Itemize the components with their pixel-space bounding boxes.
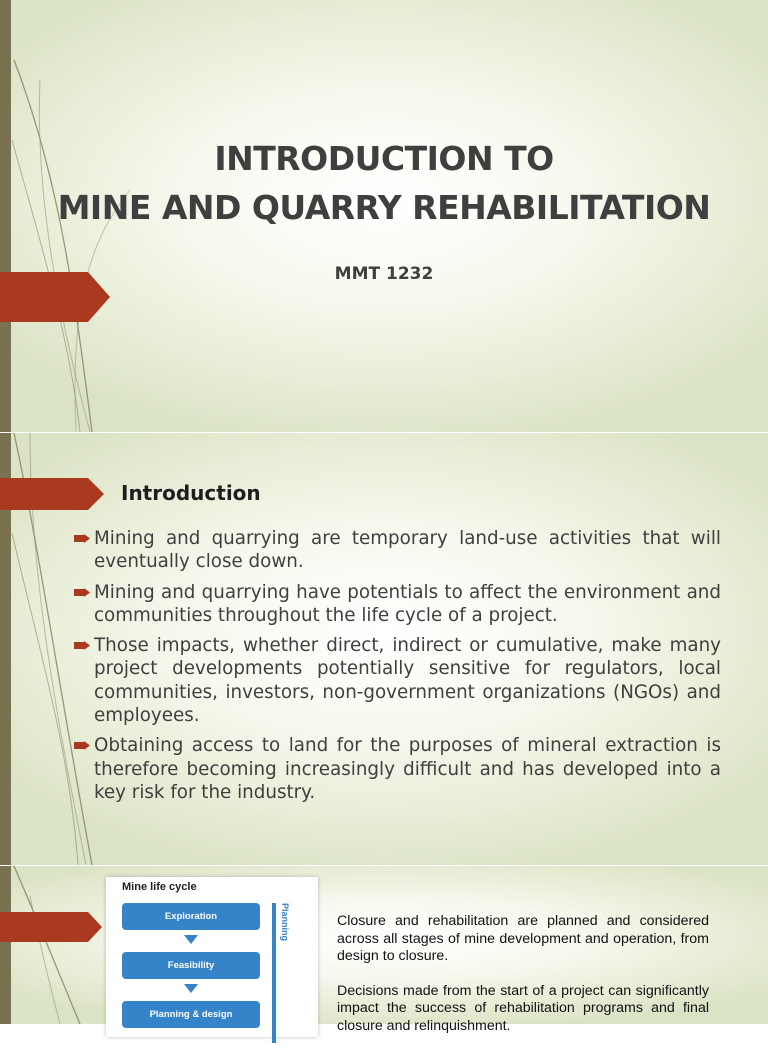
title-slide: [0, 0, 768, 432]
bullet-text: Those impacts, whether direct, indirect or cumulative, make many project developments potentially sensitive for regulators, local communities, investors, non-government organizations (NGOs) and employees.: [94, 635, 721, 727]
slide-title: Introduction: [121, 481, 261, 505]
bullet-text: Obtaining access to land for the purposes of mineral extraction is therefore becoming increasingly difficult and has developed into a key risk for the industry.: [94, 735, 721, 803]
accent-arrow: [0, 478, 104, 510]
course-code: MMT 1232: [334, 264, 434, 284]
bullet-item: [72, 634, 721, 727]
bullet-item: [72, 734, 721, 804]
slide-body-text: [337, 913, 709, 1052]
diagram-title: Mine life cycle: [122, 881, 197, 893]
arrow-bullet-icon: [74, 588, 90, 597]
planning-bracket: [272, 903, 276, 1043]
stage-exploration: Exploration: [122, 903, 260, 930]
bullet-item: [72, 527, 721, 574]
decorative-swirl: [0, 866, 110, 1024]
accent-arrow: [0, 912, 102, 942]
down-arrow-icon: [184, 935, 198, 944]
bullet-text: Mining and quarrying are temporary land-use activities that will eventually close down.: [94, 528, 721, 573]
introduction-slide: [0, 433, 768, 865]
arrow-bullet-icon: [74, 534, 90, 543]
bullet-list: [72, 527, 721, 811]
bullet-text: Mining and quarrying have potentials to affect the environment and communities throughout the life cycle of a project.: [94, 581, 721, 626]
title-line-2: MINE AND QUARRY REHABILITATION: [57, 188, 711, 227]
planning-label: Planning: [280, 903, 290, 941]
paragraph: Closure and rehabilitation are planned and considered across all stages of mine development and operation, from design to closure.: [337, 913, 709, 964]
mine-life-cycle-diagram: [106, 877, 318, 1037]
stage-planning-design: Planning & design: [122, 1001, 260, 1028]
stage-feasibility: Feasibility: [122, 952, 260, 979]
arrow-bullet-icon: [74, 741, 90, 750]
bullet-item: [72, 581, 721, 628]
arrow-bullet-icon: [74, 641, 90, 650]
title-line-1: INTRODUCTION TO: [214, 139, 554, 178]
slide-title: [0, 134, 768, 232]
life-cycle-slide: [0, 866, 768, 1034]
down-arrow-icon: [184, 984, 198, 993]
paragraph: Decisions made from the start of a project can significantly impact the success of rehabilitation programs and final closure and relinquishment.: [337, 982, 709, 1034]
